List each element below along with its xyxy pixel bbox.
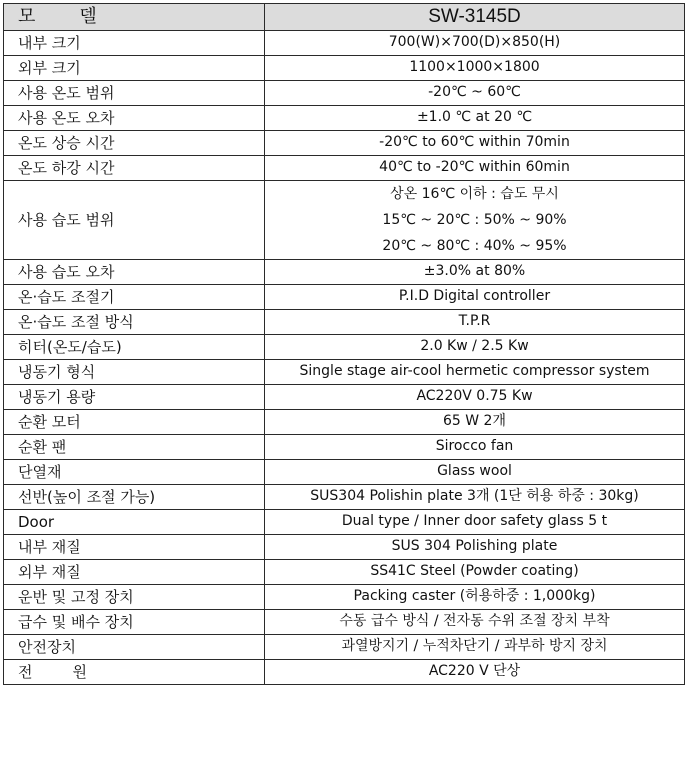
row-value: 과열방지기 / 누적차단기 / 과부하 방지 장치 xyxy=(265,635,685,660)
table-row xyxy=(4,435,685,460)
row-value: ±3.0% at 80% xyxy=(265,260,685,285)
table-row xyxy=(4,510,685,535)
model-value: SW-3145D xyxy=(265,4,685,31)
row-label: 외부 크기 xyxy=(4,56,265,81)
table-row xyxy=(4,385,685,410)
power-label-part: 원 xyxy=(72,662,87,681)
row-value: 1100×1000×1800 xyxy=(265,56,685,81)
row-value: Dual type / Inner door safety glass 5 t xyxy=(265,510,685,535)
row-label: 히터(온도/습도) xyxy=(4,335,265,360)
row-label: 사용 습도 오차 xyxy=(4,260,265,285)
table-row xyxy=(4,131,685,156)
table-row xyxy=(4,310,685,335)
row-label: Door xyxy=(4,510,265,535)
row-value: 2.0 Kw / 2.5 Kw xyxy=(265,335,685,360)
row-value: 40℃ to -20℃ within 60min xyxy=(265,156,685,181)
row-label: 온도 하강 시간 xyxy=(4,156,265,181)
row-value: 65 W 2개 xyxy=(265,410,685,435)
row-value: Packing caster (허용하중 : 1,000kg) xyxy=(265,585,685,610)
model-label xyxy=(4,4,265,31)
row-value: AC220 V 단상 xyxy=(265,660,685,685)
table-row xyxy=(4,460,685,485)
row-label: 온도 상승 시간 xyxy=(4,131,265,156)
row-value: SS41C Steel (Powder coating) xyxy=(265,560,685,585)
row-label: 내부 크기 xyxy=(4,31,265,56)
table-row xyxy=(4,81,685,106)
table-row xyxy=(4,181,685,260)
table-row xyxy=(4,585,685,610)
power-label-part: 전 xyxy=(18,662,33,681)
table-row xyxy=(4,106,685,131)
table-row xyxy=(4,635,685,660)
table-row xyxy=(4,285,685,310)
table-row xyxy=(4,410,685,435)
table-row xyxy=(4,156,685,181)
row-value: AC220V 0.75 Kw xyxy=(265,385,685,410)
row-label: 외부 재질 xyxy=(4,560,265,585)
table-row xyxy=(4,335,685,360)
row-value-multiline xyxy=(265,181,685,260)
table-row xyxy=(4,485,685,510)
table-row xyxy=(4,31,685,56)
row-value-line: 20℃ ~ 80℃ : 40% ~ 95% xyxy=(382,238,567,254)
row-label: 단열재 xyxy=(4,460,265,485)
row-label: 온·습도 조절기 xyxy=(4,285,265,310)
row-label: 냉동기 형식 xyxy=(4,360,265,385)
table-row xyxy=(4,560,685,585)
row-value: P.I.D Digital controller xyxy=(265,285,685,310)
row-value: Sirocco fan xyxy=(265,435,685,460)
row-value-line: 15℃ ~ 20℃ : 50% ~ 90% xyxy=(382,212,567,228)
row-label: 선반(높이 조절 가능) xyxy=(4,485,265,510)
row-label: 사용 습도 범위 xyxy=(4,181,265,260)
row-value: 700(W)×700(D)×850(H) xyxy=(265,31,685,56)
row-label: 내부 재질 xyxy=(4,535,265,560)
table-row xyxy=(4,535,685,560)
table-row xyxy=(4,56,685,81)
row-value: Glass wool xyxy=(265,460,685,485)
row-label: 운반 및 고정 장치 xyxy=(4,585,265,610)
row-value: 수동 급수 방식 / 전자동 수위 조절 장치 부착 xyxy=(265,610,685,635)
row-label: 순환 팬 xyxy=(4,435,265,460)
row-value: SUS304 Polishin plate 3개 (1단 허용 하중 : 30kg) xyxy=(265,485,685,510)
row-label: 사용 온도 오차 xyxy=(4,106,265,131)
row-value: -20℃ to 60℃ within 70min xyxy=(265,131,685,156)
row-value: T.P.R xyxy=(265,310,685,335)
row-label: 사용 온도 범위 xyxy=(4,81,265,106)
row-label: 안전장치 xyxy=(4,635,265,660)
row-value: Single stage air-cool hermetic compressor system xyxy=(265,360,685,385)
row-value: -20℃ ~ 60℃ xyxy=(265,81,685,106)
spec-table xyxy=(3,3,685,685)
table-header-row xyxy=(4,4,685,31)
model-label-part: 모 xyxy=(18,6,36,28)
row-value: SUS 304 Polishing plate xyxy=(265,535,685,560)
model-label-part: 델 xyxy=(79,6,97,28)
row-label: 급수 및 배수 장치 xyxy=(4,610,265,635)
row-value: ±1.0 ℃ at 20 ℃ xyxy=(265,106,685,131)
power-label xyxy=(4,660,265,685)
row-label: 순환 모터 xyxy=(4,410,265,435)
row-value-line: 상온 16℃ 이하 : 습도 무시 xyxy=(390,186,559,202)
table-row xyxy=(4,360,685,385)
table-row xyxy=(4,660,685,685)
table-row xyxy=(4,260,685,285)
row-label: 온·습도 조절 방식 xyxy=(4,310,265,335)
table-row xyxy=(4,610,685,635)
row-label: 냉동기 용량 xyxy=(4,385,265,410)
